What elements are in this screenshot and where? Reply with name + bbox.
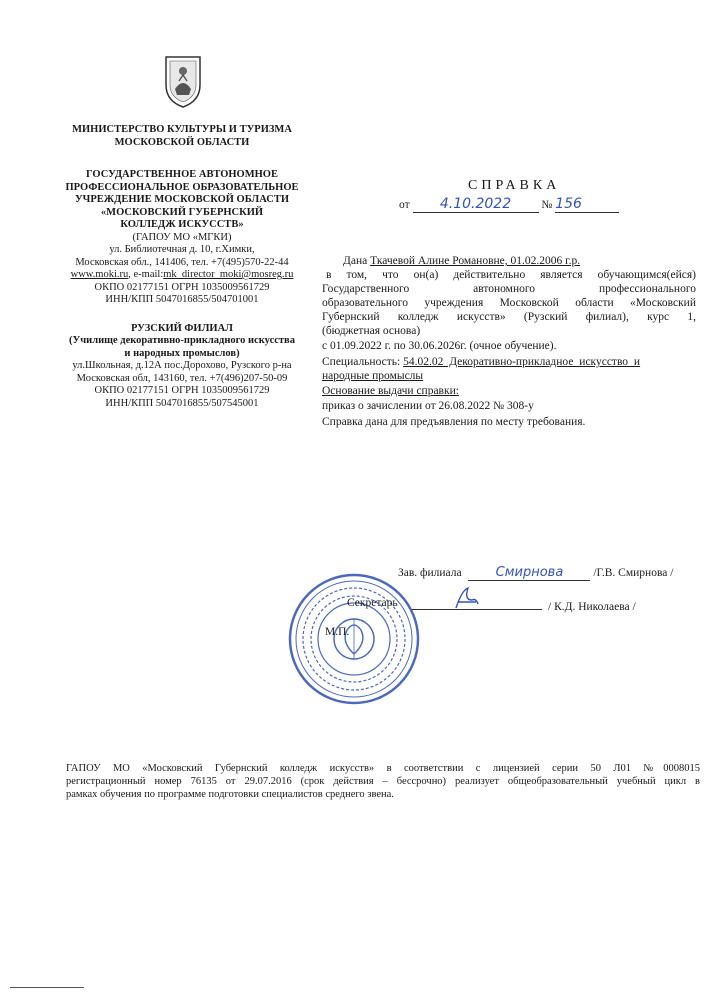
issued-to-line [343,254,580,268]
institution-line: УЧРЕЖДЕНИЕ МОСКОВСКОЙ ОБЛАСТИ [74,194,290,205]
official-stamp [287,572,421,706]
institution-okpo: ОКПО 02177151 ОГРН 1035009561729 [94,281,270,293]
branch-subtitle: (Училище декоративно-прикладного искусства [69,335,295,346]
license-line: регистрационный номер 76135 от 29.07.2016 (срок действия – бессрочно) реализует общеобразовательный учебный цикл в [66,776,700,787]
ministry-line: МОСКОВСКОЙ ОБЛАСТИ [114,136,250,148]
website-link[interactable]: www.moki.ru [70,269,129,280]
date-value: 4.10.2022 [439,196,512,212]
institution-line: «МОСКОВСКИЙ ГУБЕРНСКИЙ [100,206,264,218]
secretary-label: Секретарь [347,597,398,609]
head-signature-field [468,566,590,581]
institution-address: Московская обл., 141406, тел. +7(495)570-22-44 [75,256,289,268]
branch-subtitle: и народных промыслов) [124,347,240,359]
body-line: в том, что он(а) действительно является обучающимся(ейся) [326,269,696,281]
license-line: ГАПОУ МО «Московский Губернский колледж искусств» в соответствии с лицензией серии 50 Л01 №0008015 [66,763,700,774]
institution-short-name: (ГАПОУ МО «МГКИ) [132,231,232,243]
secretary-name: / К.Д. Николаева / [548,601,636,613]
purpose-line: Справка дана для предъявления по месту требования. [322,416,586,428]
institution-address: ул. Библиотечная д. 10, г.Химки, [109,244,255,255]
head-signature: Смирнова [495,565,564,580]
number-label: № [541,199,553,211]
round-stamp-icon [287,572,421,706]
specialty-value: 54.02.02 Декоративно-прикладное искусство и [403,356,641,368]
license-note [66,762,700,801]
body-line: образовательного учреждения Московской области «Московский [322,297,696,309]
branch-okpo: ОКПО 02177151 ОГРН 1035009561729 [94,385,270,396]
specialty-value-continued: народные промыслы [322,370,424,382]
branch-inn: ИНН/КПП 5047016855/507545001 [105,397,259,409]
number-value: 156 [555,196,582,212]
issued-to-value: Ткачевой Алине Романовне, 01.02.2006 г.р. [370,255,581,267]
body-text [322,268,696,429]
coat-of-arms [163,55,203,109]
body-line: Губернский колледж искусств» (Рузский филиал), курс 1, [322,311,696,323]
institution-inn: ИНН/КПП 5047016855/504701001 [105,294,259,305]
issued-to-label: Дана [343,255,368,267]
email-label: , e-mail: [128,269,164,280]
date-label: от [399,199,410,211]
institution-line: ГОСУДАРСТВЕННОЕ АВТОНОМНОЕ [86,169,278,180]
specialty-line [322,355,696,369]
number-field [555,197,619,213]
head-name: /Г.В. Смирнова / [593,567,674,579]
specialty-label: Специальность: [322,356,401,368]
document-title: СПРАВКА [468,178,561,193]
body-line: (бюджетная основа) [322,325,421,337]
ministry-line: МИНИСТЕРСТВО КУЛЬТУРЫ И ТУРИЗМА [72,124,292,135]
branch-address: ул.Школьная, д.12А пос.Дорохово, Рузского р-на [72,360,292,371]
coat-of-arms-icon [163,55,203,109]
left-header [48,124,316,410]
date-field [413,197,539,213]
basis-value: приказ о зачислении от 26.08.2022 № 308-у [322,400,534,412]
institution-contacts [48,269,316,282]
branch-address: Московская обл, 143160, тел. +7(496)207-50-09 [76,372,288,384]
body-line: Государственного автономного профессионального [322,283,696,295]
institution-line: КОЛЛЕДЖ ИСКУССТВ» [120,219,244,230]
study-period: с 01.09.2022 г. по 30.06.2026г. (очное обучение). [322,340,557,352]
signature-stroke-icon [452,586,480,612]
institution-line: ПРОФЕССИОНАЛЬНОЕ ОБРАЗОВАТЕЛЬНОЕ [65,181,299,193]
head-signature-line [398,566,673,581]
head-title-label: Зав. филиала [398,567,462,579]
basis-label: Основание выдачи справки: [322,385,459,397]
secretary-signature-mark [452,586,480,617]
branch-title: РУЗСКИЙ ФИЛИАЛ [130,322,233,334]
footer-divider [10,987,84,988]
date-number-line [399,197,619,213]
license-line: рамках обучения по программе подготовки специалистов среднего звена. [66,789,394,800]
stamp-place-label: М.П. [325,626,350,638]
email-link[interactable]: mk_director_moki@mosreg.ru [163,269,294,280]
